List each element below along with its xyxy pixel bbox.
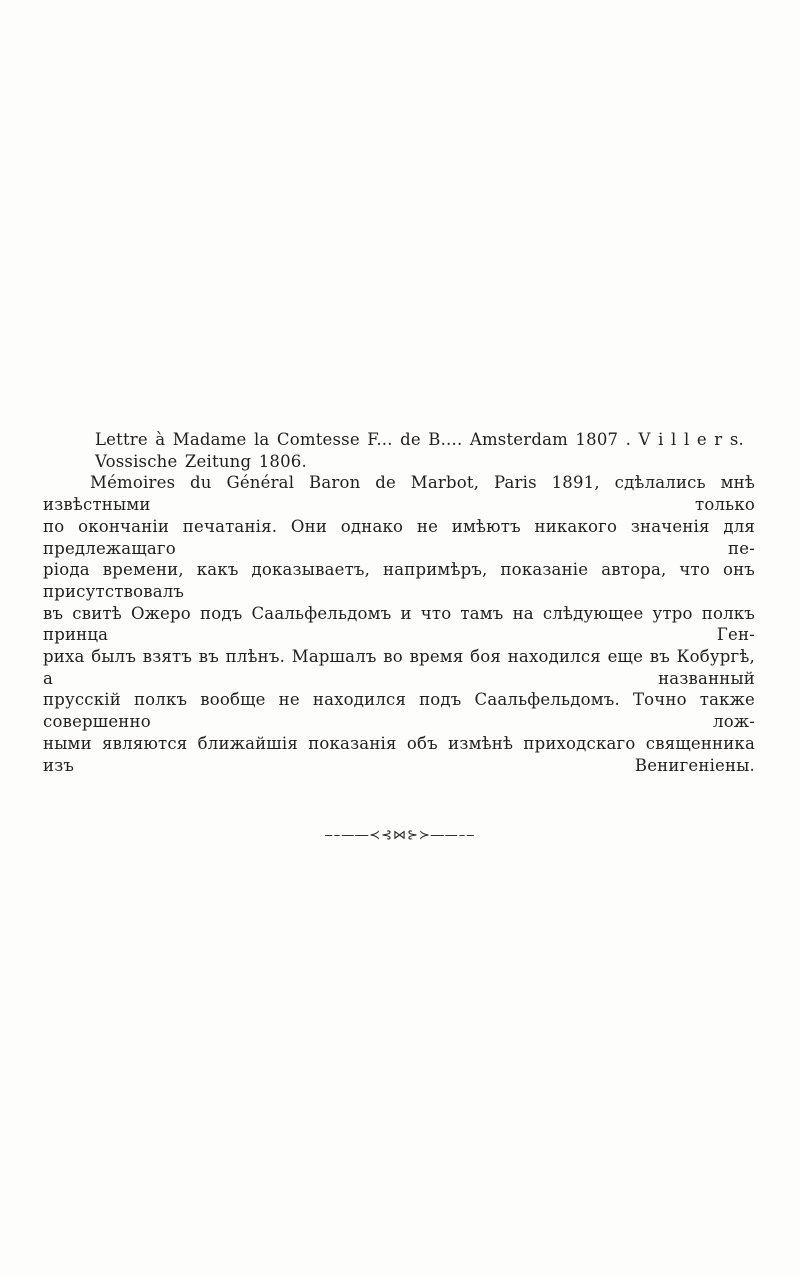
paragraph-line: по окончаніи печатанія. Они однако не имѣютъ никакого значенія для предлежащаго пе- — [43, 516, 755, 558]
paragraph-line: въ свитѣ Ожеро подъ Саальфельдомъ и что тамъ на слѣдующее утро полкъ принца Ген- — [43, 603, 755, 645]
paragraph-line: прусскій полкъ вообще не находился подъ Саальфельдомъ. Точно также совершенно лож- — [43, 690, 755, 732]
typographic-divider-icon: ‒–—―≺⊰⋈⊱≻―—–‒ — [324, 828, 476, 843]
bibliography-line: Vossische Zeitung 1806. — [95, 451, 307, 471]
bibliography-line: Lettre à Madame la Comtesse F... de B.... Amsterdam 1807 . V i l l e r s. — [95, 430, 744, 449]
paragraph-line: ными являются ближайшія показанія объ измѣнѣ приходскаго священника изъ Венигеніены. — [43, 733, 755, 775]
paragraph-line: ріода времени, какъ доказываетъ, напримѣръ, показаніе автора, что онъ присутствовалъ — [43, 560, 755, 601]
footnote-text-block — [43, 429, 755, 776]
paragraph-line: риха былъ взятъ въ плѣнъ. Маршалъ во время боя находился еще въ Кобургѣ, а названный — [43, 647, 755, 688]
paragraph-line: Mémoires du Général Baron de Marbot, Paris 1891, сдѣлались мнѣ извѣстными только — [43, 473, 755, 515]
